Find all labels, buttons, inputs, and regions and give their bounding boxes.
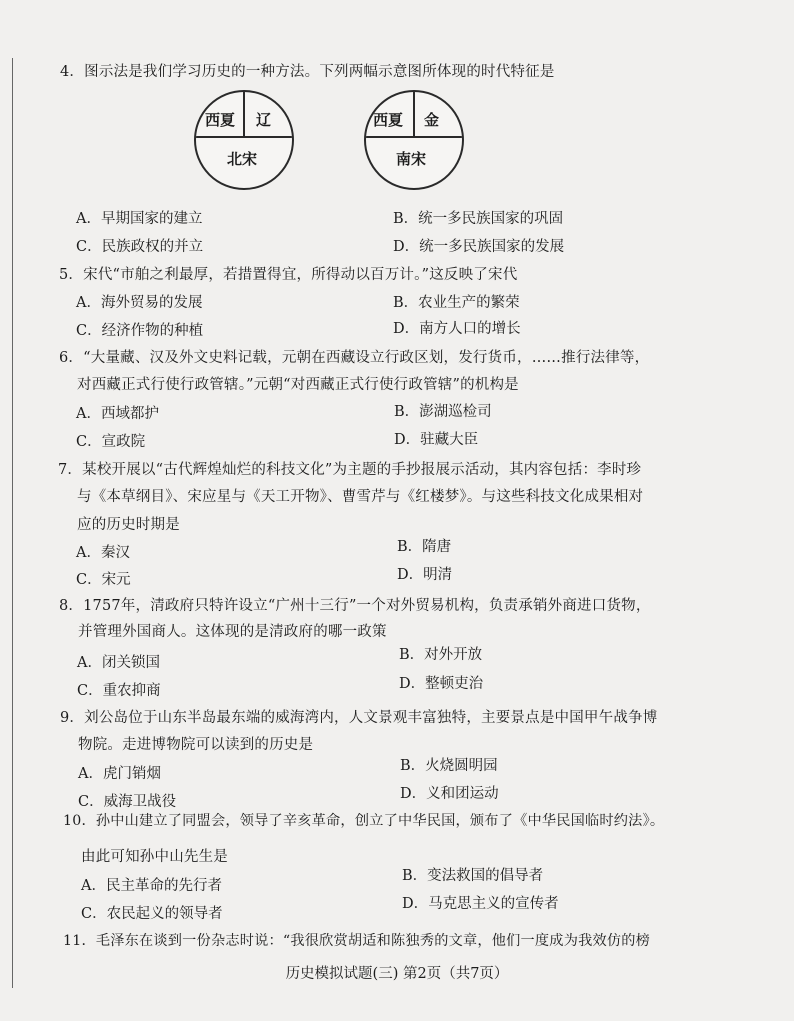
q6-option-a: A．西域都护 [76,406,159,422]
divider-horizontal [196,136,292,138]
diagram-label-xixia: 西夏 [205,111,236,129]
question-10-stem-line-2: 由此可知孙中山先生是 [81,849,228,865]
q7-option-c: C．宋元 [76,572,131,588]
diagram-northern-song [194,90,294,190]
q10-option-a: A．民主革命的先行者 [81,878,222,894]
question-5-stem: 5．宋代“市舶之利最厚，若措置得宜，所得动以百万计。”这反映了宋代 [59,267,518,283]
divider-vertical [243,92,245,136]
question-10-stem: 10．孙中山建立了同盟会，领导了辛亥革命，创立了中华民国，颁布了《中华民国临时约法》。 [63,813,665,829]
q4-option-a: A．早期国家的建立 [76,211,203,227]
question-6-stem-line-2: 对西藏正式行使行政管辖。”元朝“对西藏正式行使行政管辖”的机构是 [77,377,519,393]
divider-vertical [413,92,415,136]
q9-option-a: A．虎门销烟 [78,766,161,782]
question-8-stem: 8．1757年，清政府只特许设立“广州十三行”一个对外贸易机构，负责承销外商进口货物， [59,598,651,614]
diagram-label-liao: 辽 [256,111,272,129]
q4-option-d: D．统一多民族国家的发展 [393,239,565,255]
q10-option-d: D．马克思主义的宣传者 [402,896,559,912]
q5-option-c: C．经济作物的种植 [76,323,204,339]
question-7-stem-line-2: 与《本草纲目》、宋应星与《天工开物》、曹雪芹与《红楼梦》。与这些科技文化成果相对 [77,489,644,505]
diagram-label-southern-song: 南宋 [396,150,427,168]
q9-option-c: C．威海卫战役 [78,794,177,810]
q10-option-b: B．变法救国的倡导者 [402,868,544,884]
q7-option-b: B．隋唐 [397,539,452,555]
question-8-stem-line-2: 并管理外国商人。这体现的是清政府的哪一政策 [78,624,387,640]
diagram-label-xixia: 西夏 [373,111,404,129]
q7-option-d: D．明清 [397,567,453,583]
question-7-stem: 7．某校开展以“古代辉煌灿烂的科技文化”为主题的手抄报展示活动，其内容包括：李时珍 [58,462,642,478]
q7-option-a: A．秦汉 [76,545,130,561]
q10-option-c: C．农民起义的领导者 [81,906,223,922]
divider-horizontal [366,136,462,138]
q8-option-c: C．重农抑商 [77,683,161,699]
question-4-stem: 4．图示法是我们学习历史的一种方法。下列两幅示意图所体现的时代特征是 [60,64,555,80]
q6-option-d: D．驻藏大臣 [394,432,479,448]
question-9-stem-line-2: 物院。走进博物院可以读到的历史是 [78,737,314,753]
q5-option-a: A．海外贸易的发展 [76,295,203,311]
diagram-label-northern-song: 北宋 [227,150,258,168]
q8-option-d: D．整顿吏治 [399,676,484,692]
q6-option-c: C．宣政院 [76,434,146,450]
q9-option-b: B．火烧圆明园 [400,758,498,774]
diagram-southern-song [364,90,464,190]
question-11-stem: 11．毛泽东在谈到一份杂志时说：“我很欣赏胡适和陈独秀的文章，他们一度成为我效仿的榜 [63,933,651,949]
question-9-stem: 9．刘公岛位于山东半岛最东端的威海湾内，人文景观丰富独特，主要景点是中国甲午战争博 [60,710,658,726]
q9-option-d: D．义和团运动 [400,786,499,802]
page-footer: 历史模拟试题(三) 第2页（共7页） [285,966,509,982]
margin-rule [12,58,13,988]
q6-option-b: B．澎湖巡检司 [394,404,492,420]
q5-option-b: B．农业生产的繁荣 [393,295,520,311]
question-6-stem: 6．“大量藏、汉及外文史料记载，元朝在西藏设立行政区划，发行货币，……推行法律等， [59,350,650,366]
q4-option-c: C．民族政权的并立 [76,239,204,255]
q8-option-a: A．闭关锁国 [77,655,160,671]
q8-option-b: B．对外开放 [399,647,483,663]
q4-option-b: B．统一多民族国家的巩固 [393,211,564,227]
question-7-stem-line-3: 应的历史时期是 [77,517,180,533]
q5-option-d: D．南方人口的增长 [393,321,521,337]
diagram-label-jin: 金 [424,111,440,129]
